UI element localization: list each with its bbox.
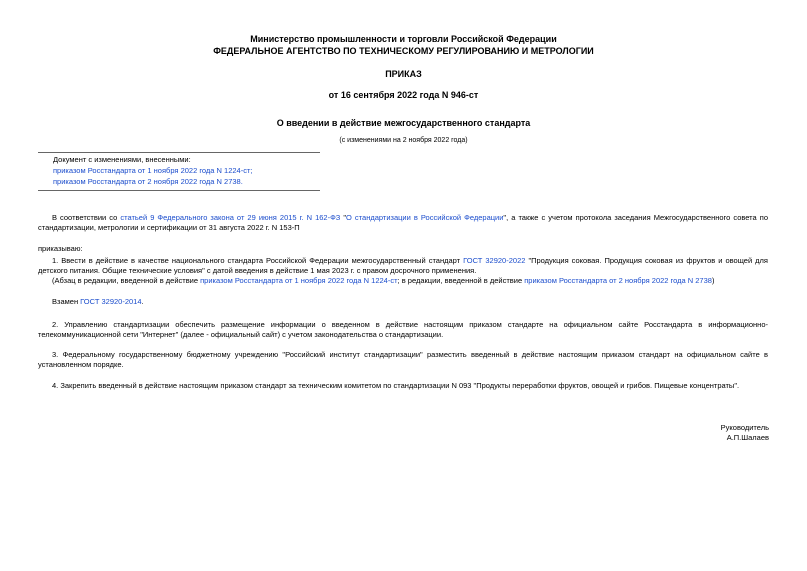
gost-2014-link[interactable]: ГОСТ 32920-2014: [80, 297, 142, 306]
paragraph-2: [38, 320, 768, 340]
paragraph-1: [38, 256, 768, 286]
order-label: ПРИКАЗ: [385, 69, 422, 79]
paragraph-4: [38, 381, 768, 391]
amendment-note: (с изменениями на 2 ноября 2022 года): [339, 137, 468, 144]
order-date: от 16 сентября 2022 года N 946-ст: [328, 90, 479, 100]
signature-role: Руководитель: [720, 423, 769, 432]
changes-bottom-rule: [38, 190, 320, 191]
changes-label: Документ с изменениями, внесенными:: [53, 155, 191, 164]
p1-note-post: ): [711, 276, 715, 285]
p2-text: 2. Управлению стандартизации обеспечить размещение информации о введенном в действие настоящим приказом стандарте на официальном сайте Росстандарта в информационно-телекоммуникационной сети "Интернет" (далее - официальный сайт) с учетом законодательства о стандартизации.: [38, 320, 768, 339]
p3-text: 3. Федеральному государственному бюджетному учреждению "Российский институт стандартизации" разместить введенный в действие настоящим приказом стандарт на официальном сайте в установленном порядке.: [38, 350, 768, 369]
p1-note-mid: ; в редакции, введенной в действие: [397, 276, 525, 285]
p1-note-link-1[interactable]: приказом Росстандарта от 1 ноября 2022 года N 1224-ст: [200, 276, 398, 285]
changes-box: [53, 155, 453, 187]
instead-text-post: .: [141, 297, 144, 306]
law-article-link[interactable]: статьей 9 Федерального закона от 29 июня 2015 г. N 162-ФЗ: [120, 213, 341, 222]
paragraph-3: [38, 350, 768, 370]
law-title-link[interactable]: О стандартизации в Российской Федерации: [346, 213, 504, 222]
order-word: приказываю:: [38, 244, 83, 253]
instead-text: Взамен: [52, 297, 81, 306]
gost-2022-link[interactable]: ГОСТ 32920-2022: [463, 256, 526, 265]
intro-text-mid: ": [340, 213, 347, 222]
p1-note-pre: (Абзац в редакции, введенной в действие: [52, 276, 201, 285]
change-link-2[interactable]: приказом Росстандарта от 2 ноября 2022 года N 2738.: [53, 177, 243, 186]
change-link-1[interactable]: приказом Росстандарта от 1 ноября 2022 года N 1224-ст;: [53, 166, 253, 175]
p1-text-pre: 1. Ввести в действие в качестве национального стандарта Российской Федерации межгосударственный стандарт: [52, 256, 464, 265]
intro-paragraph: [38, 213, 768, 233]
p1-text-post: "Продукция соковая. Продукция соковая из фруктов и овощей для детского питания. Общие технические условия" с датой введения в действие 1 мая 2023 г. с правом досрочного применения.: [38, 256, 768, 275]
changes-top-rule: [38, 152, 320, 153]
signature-name: А.П.Шалаев: [726, 433, 769, 442]
intro-text-pre: В соответствии со: [52, 213, 121, 222]
p4-text: 4. Закрепить введенный в действие настоящим приказом стандарт за техническим комитетом по стандартизации N 093 "Продукты переработки фруктов, овощей и грибов. Пищевые концентраты".: [52, 381, 740, 390]
p1-note-link-2[interactable]: приказом Росстандарта от 2 ноября 2022 года N 2738: [524, 276, 712, 285]
intro-text-post: ", а также с учетом протокола заседания Межгосударственного совета по стандартизации, метрологии и сертификации от 31 августа 2022 г. N 153-П: [38, 213, 768, 232]
document-title: О введении в действие межгосударственного стандарта: [276, 118, 531, 128]
ministry-heading: Министерство промышленности и торговли Российской Федерации: [250, 34, 557, 44]
agency-heading: ФЕДЕРАЛЬНОЕ АГЕНТСТВО ПО ТЕХНИЧЕСКОМУ РЕГУЛИРОВАНИЮ И МЕТРОЛОГИИ: [213, 46, 594, 56]
instead-paragraph: [38, 297, 768, 307]
